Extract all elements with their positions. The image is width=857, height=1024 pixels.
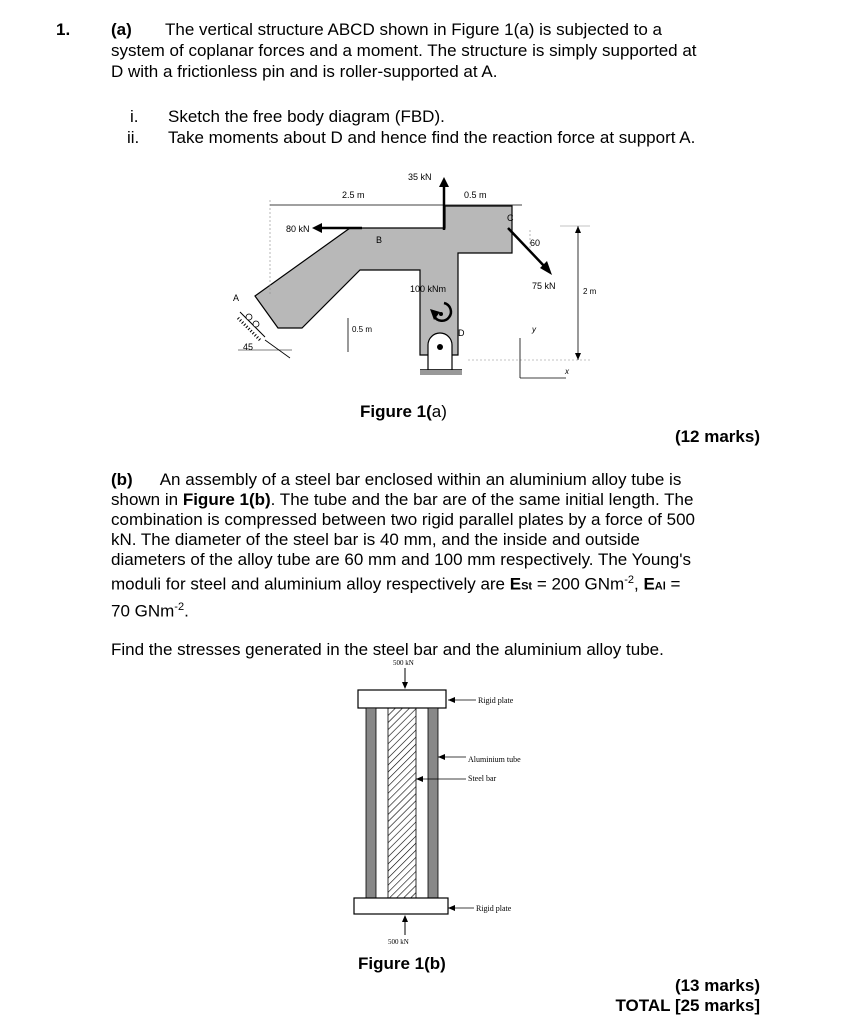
label-rigid-plate-top: Rigid plate <box>478 696 514 705</box>
label-c: C <box>507 213 514 223</box>
rigid-plate-bottom <box>354 898 448 914</box>
dim-small-text: 0.5 m <box>352 325 373 334</box>
load-top-arrowhead <box>402 682 408 689</box>
part-b-question: Find the stresses generated in the steel bar and the aluminium alloy tube. <box>111 640 664 659</box>
force-80-arrowhead <box>312 223 322 233</box>
figure-1b-diagram <box>340 655 550 955</box>
item-ii-text: Take moments about D and hence find the reaction force at support A. <box>168 128 696 147</box>
part-a-intro-line3: D with a frictionless pin and is roller-supported at A. <box>111 62 498 81</box>
figure-1a-diagram <box>230 165 610 390</box>
figure-1b-reference: Figure 1(b) <box>182 490 271 509</box>
pin-ground-hatch <box>420 370 462 375</box>
item-i-text: Sketch the free body diagram (FBD). <box>168 107 445 126</box>
part-b-paragraph: (b) An assembly of a steel bar enclosed within an aluminium alloy tube is shown in Figure 1(b). The tube and the bar are of the same initial length. The combination is compressed between two rigid parallel plates by a force of 500 kN. The diameter of the steel bar is 40 mm, and the inside and outside diameters of the alloy tube are 60 mm and 100 mm respectively. The Young's moduli for steel and aluminium alloy respectively are ESt = 200 GNm$^{-2}$, EAl = 70 GNm$^{-2}$. <box>111 470 761 621</box>
load-bottom-text: 500 kN <box>388 938 409 946</box>
force-c-text: 75 kN <box>532 281 556 291</box>
dim-height-arrowhead-top <box>575 226 581 233</box>
question-number: 1. <box>56 20 71 39</box>
part-a-marks: (12 marks) <box>674 427 760 446</box>
label-aluminium-tube: Aluminium tube <box>468 755 521 764</box>
part-b-marks: (13 marks) <box>674 976 760 995</box>
force-left-text: 80 kN <box>286 224 310 234</box>
item-ii-number: ii. <box>127 128 140 147</box>
tube-wall-right <box>428 708 438 898</box>
tube-wall-left <box>366 708 376 898</box>
leader-tube-head <box>438 754 445 760</box>
force-75-arrow <box>508 228 546 268</box>
dim-height-arrowhead-bottom <box>575 353 581 360</box>
part-b-line5: diameters of the alloy tube are 60 mm and 100 mm respectively. The Young's <box>111 550 691 569</box>
axis-x-label: x <box>565 367 569 376</box>
angle-c-text: 60 <box>530 238 541 248</box>
leader-steel-head <box>416 776 423 782</box>
label-a: A <box>233 293 240 303</box>
label-b: B <box>376 235 383 245</box>
roller-2 <box>253 321 259 327</box>
part-b-line1: An assembly of a steel bar enclosed within an aluminium alloy tube is <box>159 470 682 489</box>
label-d: D <box>458 328 465 338</box>
part-b-label: (b) <box>111 470 133 489</box>
part-a-intro-line2: system of coplanar forces and a moment. The structure is simply supported at <box>111 41 697 60</box>
force-35-arrowhead <box>439 177 449 187</box>
label-rigid-plate-bottom: Rigid plate <box>476 904 512 913</box>
load-top-text: 500 kN <box>393 659 414 667</box>
moment-text: 100 kNm <box>410 284 447 294</box>
axis-y-label: y <box>532 325 536 334</box>
figure-1a-caption: Figure 1(a) <box>360 402 447 421</box>
leader-plate-top-head <box>448 697 455 703</box>
total-marks: TOTAL [25 marks] <box>615 996 760 1015</box>
part-a-label: (a) <box>111 20 132 39</box>
figure-1b-caption: Figure 1(b) <box>358 954 446 973</box>
steel-bar <box>388 708 416 898</box>
moment-center <box>439 312 443 316</box>
part-b-line3: combination is compressed between two rigid parallel plates by a force of 500 <box>111 510 695 529</box>
part-a-intro-line1: The vertical structure ABCD shown in Figure 1(a) is subjected to a <box>165 20 662 39</box>
item-i-number: i. <box>130 107 139 126</box>
dim-right-text: 0.5 m <box>464 190 487 200</box>
angle-a-text: 45 <box>243 342 254 352</box>
dim-left-text: 2.5 m <box>342 190 365 200</box>
pin-center <box>437 344 443 350</box>
rigid-plate-top <box>358 690 446 708</box>
roller-1 <box>246 314 252 320</box>
angle-a-line <box>265 340 290 358</box>
pin-support <box>428 333 452 370</box>
force-top-text: 35 kN <box>408 172 432 182</box>
label-steel-bar: Steel bar <box>468 774 497 783</box>
leader-plate-bottom-head <box>448 905 455 911</box>
part-b-line4: kN. The diameter of the steel bar is 40 mm, and the inside and outside <box>111 530 640 549</box>
dim-height-text: 2 m <box>583 287 597 296</box>
